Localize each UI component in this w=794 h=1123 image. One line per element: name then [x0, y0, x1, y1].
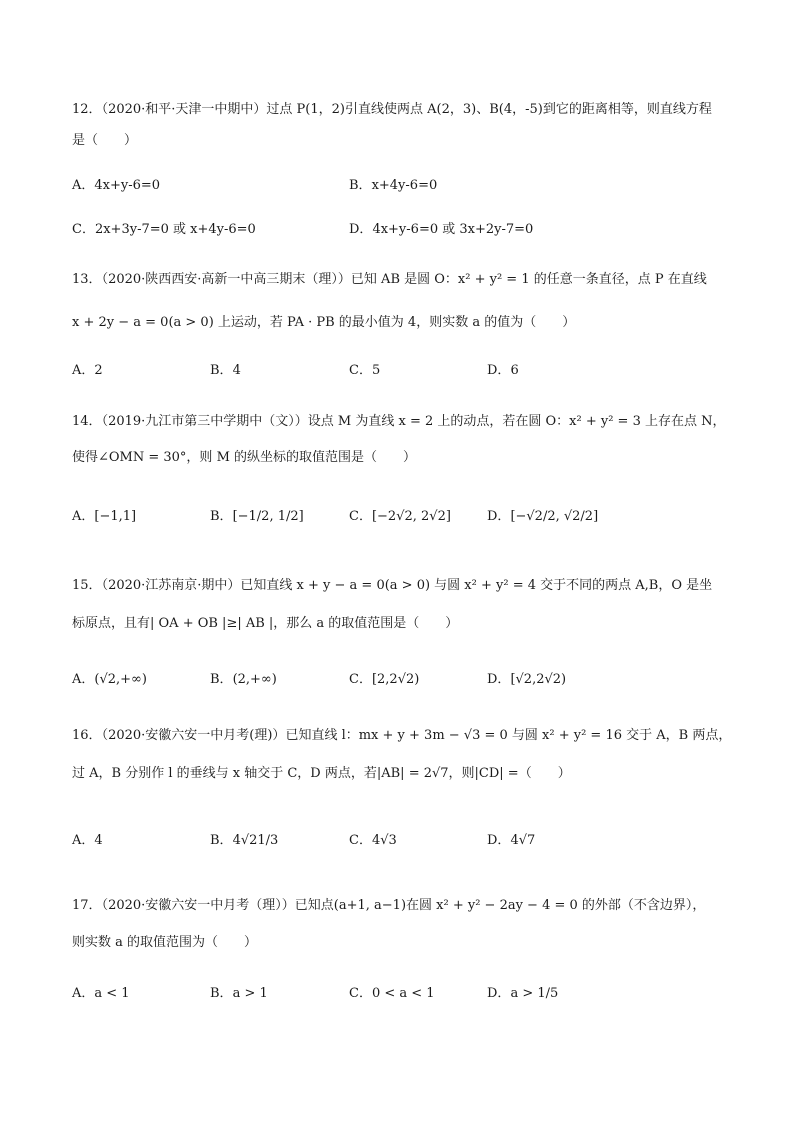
q15-option-c[interactable]: C．[2,2√2) — [349, 672, 420, 687]
q14-option-a[interactable]: A．[−1,1] — [72, 509, 137, 524]
question-source: （2020·陕西西安·高新一中高三期末（理）） — [101, 272, 351, 287]
question-stem: 已知 AB 是圆 O：x² + y² = 1 的任意一条直径，点 P 在直线 — [350, 272, 707, 287]
question-stem: 已知点(a+1, a−1)在圆 x² + y² − 2ay − 4 = 0 的外部（不含边界）， — [294, 898, 706, 913]
q16-option-d[interactable]: D．4√7 — [487, 833, 536, 848]
question-15-line1: 15．（2020·江苏南京·期中）已知直线 x + y − a = 0(a > 0) 与圆 x² + y² = 4 交于不同的两点 A,B，O 是坐 — [72, 578, 713, 593]
q13-option-c[interactable]: C．5 — [349, 363, 381, 378]
question-number: 14 — [72, 414, 89, 429]
question-14-line1: 14．（2019·九江市第三中学期中（文））设点 M 为直线 x = 2 上的动点，若在圆 O：x² + y² = 3 上存在点 N， — [72, 414, 726, 429]
q13-option-b[interactable]: B．4 — [210, 363, 241, 378]
q16-option-a[interactable]: A．4 — [72, 833, 103, 848]
q17-option-a[interactable]: A．a < 1 — [72, 986, 130, 1001]
question-number: 12 — [72, 102, 89, 117]
q14-option-b[interactable]: B．[−1/2, 1/2] — [210, 509, 304, 524]
question-number: 15 — [72, 578, 89, 593]
question-17-line1: 17．（2020·安徽六安一中月考（理））已知点(a+1, a−1)在圆 x² + y² − 2ay − 4 = 0 的外部（不含边界）， — [72, 898, 706, 913]
q14-option-d[interactable]: D．[−√2/2, √2/2] — [487, 509, 599, 524]
q12-option-c[interactable]: C．2x+3y-7=0 或 x+4y-6=0 — [72, 222, 256, 237]
question-12-line1: 12．（2020·和平·天津一中期中）过点 P(1，2)引直线使两点 A(2，3)、B(4，-5)到它的距离相等，则直线方程 — [72, 102, 712, 117]
q17-option-c[interactable]: C．0 < a < 1 — [349, 986, 435, 1001]
q17-option-b[interactable]: B．a > 1 — [210, 986, 268, 1001]
q12-option-d[interactable]: D．4x+y-6=0 或 3x+2y-7=0 — [349, 222, 534, 237]
q15-option-d[interactable]: D．[√2,2√2) — [487, 672, 567, 687]
question-source: （2020·和平·天津一中期中） — [101, 102, 267, 117]
question-source: （2020·安徽六安一中月考（理）） — [101, 898, 295, 913]
question-stem: 过点 P(1，2)引直线使两点 A(2，3)、B(4，-5)到它的距离相等，则直线方程 — [266, 102, 712, 117]
question-16-line2: 过 A，B 分别作 l 的垂线与 x 轴交于 C，D 两点，若|AB| = 2√7，则|CD| =（ ） — [72, 766, 571, 781]
question-13-line2: x + 2y − a = 0(a > 0) 上运动，若 PA · PB 的最小值为 4，则实数 a 的值为（ ） — [72, 315, 576, 330]
question-stem: 已知直线 l：mx + y + 3m − √3 = 0 与圆 x² + y² = 16 交于 A，B 两点， — [285, 728, 732, 743]
question-stem: 设点 M 为直线 x = 2 上的动点，若在圆 O：x² + y² = 3 上存在点 N， — [307, 414, 726, 429]
q15-option-b[interactable]: B．(2,+∞) — [210, 672, 277, 687]
q13-option-a[interactable]: A．2 — [72, 363, 103, 378]
q16-option-c[interactable]: C．4√3 — [349, 833, 397, 848]
q16-option-b[interactable]: B．4√21/3 — [210, 833, 279, 848]
question-16-line1: 16．（2020·安徽六安一中月考(理)）已知直线 l：mx + y + 3m − √3 = 0 与圆 x² + y² = 16 交于 A，B 两点， — [72, 728, 732, 743]
question-source: （2020·江苏南京·期中） — [101, 578, 241, 593]
question-17-line2: 则实数 a 的取值范围为（ ） — [72, 935, 258, 950]
question-14-line2: 使得∠OMN = 30°，则 M 的纵坐标的取值范围是（ ） — [72, 450, 417, 465]
question-source: （2019·九江市第三中学期中（文）） — [101, 414, 308, 429]
question-number: 16 — [72, 728, 89, 743]
question-12-line2: 是（ ） — [72, 133, 138, 148]
question-13-line1: 13．（2020·陕西西安·高新一中高三期末（理））已知 AB 是圆 O：x² + y² = 1 的任意一条直径，点 P 在直线 — [72, 272, 707, 287]
q14-option-c[interactable]: C．[−2√2, 2√2] — [349, 509, 451, 524]
question-stem: 已知直线 x + y − a = 0(a > 0) 与圆 x² + y² = 4 交于不同的两点 A,B，O 是坐 — [240, 578, 713, 593]
question-source: （2020·安徽六安一中月考(理)） — [101, 728, 286, 743]
question-number: 13 — [72, 272, 89, 287]
q13-option-d[interactable]: D．6 — [487, 363, 519, 378]
question-15-line2: 标原点，且有| OA + OB |≥| AB |，那么 a 的取值范围是（ ） — [72, 616, 459, 631]
q17-option-d[interactable]: D．a > 1/5 — [487, 986, 559, 1001]
q12-option-b[interactable]: B．x+4y-6=0 — [349, 178, 438, 193]
q12-option-a[interactable]: A．4x+y-6=0 — [72, 178, 161, 193]
question-number: 17 — [72, 898, 89, 913]
q15-option-a[interactable]: A．(√2,+∞) — [72, 672, 147, 687]
